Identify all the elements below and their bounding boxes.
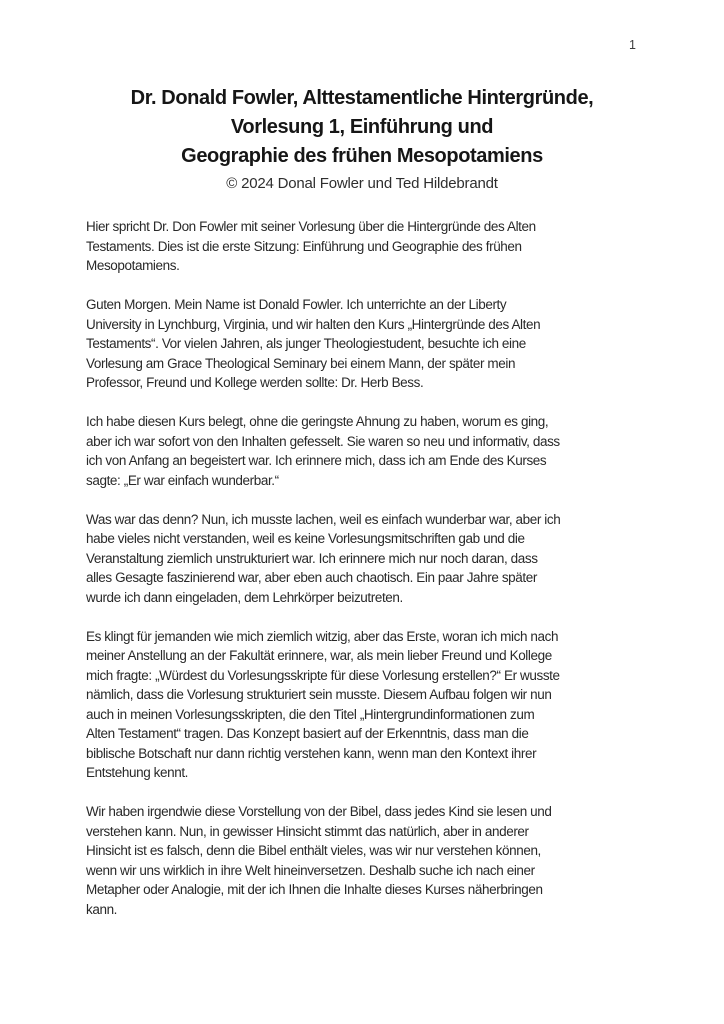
transcript-body	[86, 217, 638, 919]
page-number: 1	[629, 38, 636, 52]
copyright-line: © 2024 Donal Fowler und Ted Hildebrandt	[226, 175, 498, 192]
document-title: Dr. Donald Fowler, Alttestamentliche Hintergründe, Vorlesung 1, Einführung und Geographie des frühen Mesopotamiens	[130, 87, 594, 167]
paragraph-bible-metaphor: Wir haben irgendwie diese Vorstellung von der Bibel, dass jedes Kind sie lesen und verstehen kann. Nun, in gewisser Hinsicht stimmt das natürlich, aber in anderer Hinsicht ist es falsch, denn die Bibel enthält vieles, was wir nur verstehen können, wenn wir uns wirklich in ihre Welt hineinversetzen. Deshalb suche ich nach einer Metapher oder Analogie, mit der ich Ihnen die Inhalte dieses Kurses näherbringen kann.	[86, 804, 552, 917]
paragraph-lecture-notes: Es klingt für jemanden wie mich ziemlich witzig, aber das Erste, woran ich mich nach meiner Anstellung an der Fakultät erinnere, war, als mein lieber Freund und Kollege mich fragte: „Würdest du Vorlesungsskripte für diese Vorlesung erstellen?“ Er wusste nämlich, dass die Vorlesung strukturiert sein musste. Diesem Aufbau folgen wir nun auch in meinen Vorlesungsskripten, die den Titel „Hintergrundinformationen zum Alten Testament“ tragen. Das Konzept basiert auf der Erkenntnis, dass man die biblische Botschaft nur dann richtig verstehen kann, wenn man den Kontext ihrer Entstehung kennt.	[86, 628, 560, 780]
paragraph-reflection: Was war das denn? Nun, ich musste lachen, weil es einfach wunderbar war, aber ich habe vieles nicht verstanden, weil es keine Vorlesungsmitschriften gab und die Veranstaltung ziemlich unstrukturiert war. Ich erinnere mich nur noch daran, dass alles Gesagte faszinierend war, aber eben auch chaotisch. Ein paar Jahre später wurde ich dann eingeladen, dem Lehrkörper beizutreten.	[86, 511, 561, 605]
paragraph-intro: Hier spricht Dr. Don Fowler mit seiner Vorlesung über die Hintergründe des Alten Testaments. Dies ist die erste Sitzung: Einführung und Geographie des frühen Mesopotamiens.	[86, 219, 536, 273]
paragraph-course-experience: Ich habe diesen Kurs belegt, ohne die geringste Ahnung zu haben, worum es ging, aber ich war sofort von den Inhalten gefesselt. Sie waren so neu und informativ, dass ich von Anfang an begeistert war. Ich erinnere mich, dass ich am Ende des Kurses sagte: „Er war einfach wunderbar.“	[86, 414, 560, 488]
paragraph-greeting: Guten Morgen. Mein Name ist Donald Fowler. Ich unterrichte an der Liberty University in Lynchburg, Virginia, und wir halten den Kurs „Hintergründe des Alten Testaments“. Vor vielen Jahren, als junger Theologiestudent, besuchte ich eine Vorlesung am Grace Theological Seminary bei einem Mann, der später mein Professor, Freund und Kollege werden sollte: Dr. Herb Bess.	[86, 297, 541, 390]
